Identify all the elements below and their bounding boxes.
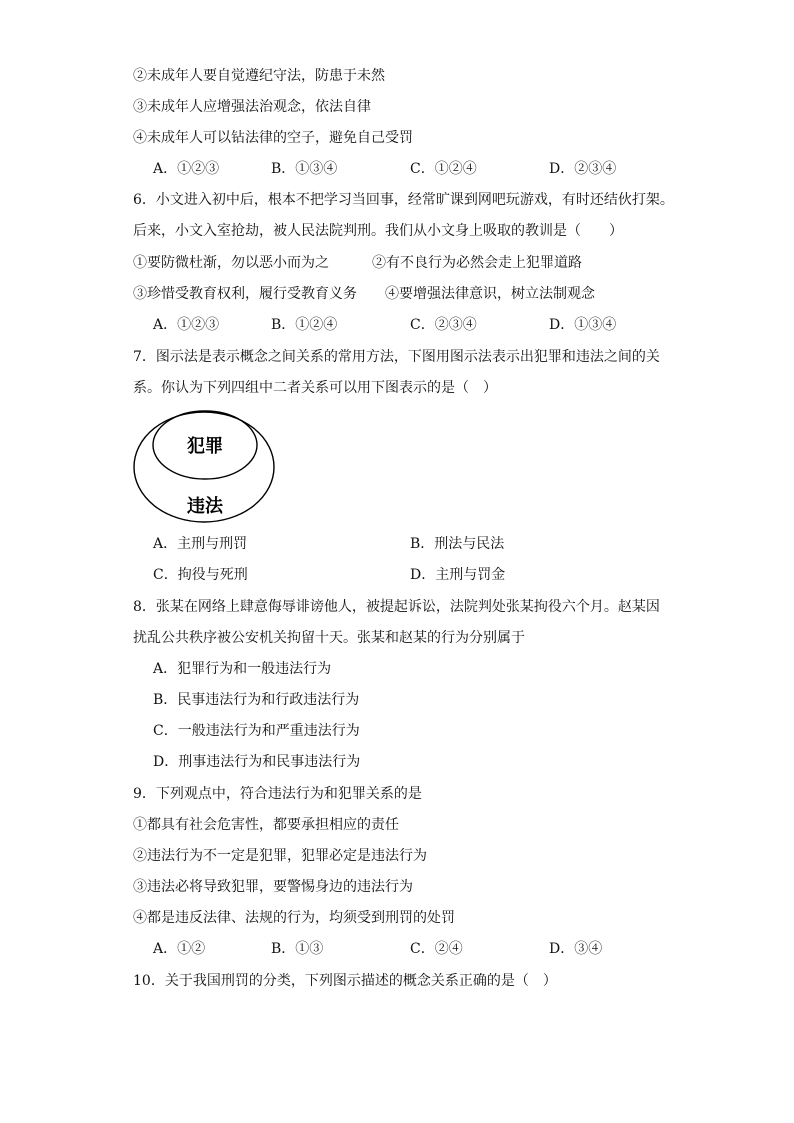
q5-option-a[interactable]: A．①②③: [153, 161, 220, 177]
q5-statement-3: ③未成年人应增强法治观念，依法自律: [133, 99, 371, 115]
q5-statement-2: ②未成年人要自觉遵纪守法，防患于未然: [133, 68, 385, 84]
q5-option-c[interactable]: C．①②④: [410, 161, 477, 177]
q8-option-c[interactable]: C．一般违法行为和严重违法行为: [153, 723, 360, 739]
q5-option-b[interactable]: B．①③④: [271, 161, 338, 177]
q6-option-b[interactable]: B．①②④: [271, 317, 338, 333]
q5-statement-4: ④未成年人可以钻法律的空子，避免自己受罚: [133, 130, 413, 146]
q5-option-d[interactable]: D．②③④: [549, 161, 617, 177]
inner-label-crime: 犯罪: [187, 436, 223, 457]
q6-option-c[interactable]: C．②③④: [410, 317, 477, 333]
q9-option-a[interactable]: A．①②: [153, 941, 206, 957]
q6-statement-2: ②有不良行为必然会走上犯罪道路: [372, 255, 582, 271]
q7-stem-line-1: 7．图示法是表示概念之间关系的常用方法，下图用图示法表示出犯罪和违法之间的关: [133, 349, 660, 365]
q6-stem-line-1: 6．小文进入初中后，根本不把学习当回事，经常旷课到网吧玩游戏，有时还结伙打架。: [133, 192, 674, 208]
q8-option-a[interactable]: A．犯罪行为和一般违法行为: [153, 661, 332, 677]
q6-option-a[interactable]: A．①②③: [153, 317, 220, 333]
q6-stem-line-2: 后来，小文入室抢劫，被人民法院判刑。我们从小文身上吸取的教训是（ ）: [133, 223, 623, 239]
q9-statement-2: ②违法行为不一定是犯罪，犯罪必定是违法行为: [133, 848, 427, 864]
q8-stem-line-1: 8．张某在网络上肆意侮辱诽谤他人，被提起诉讼，法院判处张某拘役六个月。赵某因: [133, 599, 660, 615]
q9-statement-3: ③违法必将导致犯罪，要警惕身边的违法行为: [133, 879, 413, 895]
q6-statement-4: ④要增强法律意识，树立法制观念: [385, 286, 595, 302]
q8-stem-line-2: 扰乱公共秩序被公安机关拘留十天。张某和赵某的行为分别属于: [133, 630, 525, 646]
q6-statement-3: ③珍惜受教育权利，履行受教育义务: [133, 286, 357, 302]
q8-option-d[interactable]: D．刑事违法行为和民事违法行为: [153, 754, 361, 770]
q9-option-b[interactable]: B．①③: [271, 941, 324, 957]
q7-option-d[interactable]: D．主刑与罚金: [410, 567, 506, 583]
q6-statement-1: ①要防微杜渐，勿以恶小而为之: [133, 255, 329, 271]
crime-illegal-venn-diagram: [128, 408, 280, 526]
outer-label-illegal: 违法: [187, 496, 223, 517]
q9-stem: 9．下列观点中，符合违法行为和犯罪关系的是: [133, 786, 422, 802]
q6-option-d[interactable]: D．①③④: [549, 317, 617, 333]
q9-option-d[interactable]: D．③④: [549, 941, 603, 957]
q9-statement-1: ①都具有社会危害性，都要承担相应的责任: [133, 817, 399, 833]
q7-stem-line-2: 系。你认为下列四组中二者关系可以用下图表示的是（ ）: [133, 380, 497, 396]
q7-option-b[interactable]: B．刑法与民法: [410, 536, 505, 552]
q8-option-b[interactable]: B．民事违法行为和行政违法行为: [153, 692, 360, 708]
q10-stem: 10．关于我国刑罚的分类，下列图示描述的概念关系正确的是（ ）: [133, 973, 557, 989]
q9-statement-4: ④都是违反法律、法规的行为，均须受到刑罚的处罚: [133, 910, 455, 926]
q7-option-c[interactable]: C．拘役与死刑: [153, 567, 248, 583]
q9-option-c[interactable]: C．②④: [410, 941, 463, 957]
q7-option-a[interactable]: A．主刑与刑罚: [153, 536, 248, 552]
